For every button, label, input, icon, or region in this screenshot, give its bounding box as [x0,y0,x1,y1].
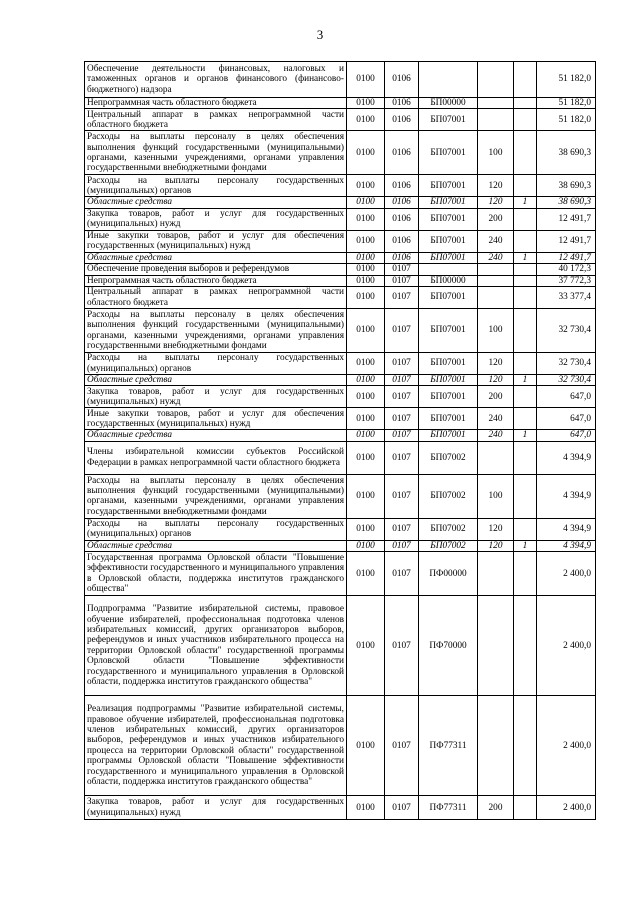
table-row [85,430,596,441]
row-subsection-code: 0107 [385,386,419,408]
table-row [85,386,596,408]
table-row [85,552,596,596]
row-funding-source [514,408,537,430]
row-name: Обеспечение проведения выборов и референдумов [85,264,347,275]
row-amount: 32 730,4 [537,309,596,353]
table-row [85,309,596,353]
row-target-article: ПФ77311 [419,696,478,796]
row-name: Непрограммная часть областного бюджета [85,98,347,109]
row-expense-type: 120 [478,518,514,540]
table-row [85,275,596,286]
row-amount: 4 394,9 [537,474,596,518]
row-funding-source [514,309,537,353]
row-section-code: 0100 [347,696,385,796]
row-target-article: БП00000 [419,275,478,286]
row-expense-type: 120 [478,175,514,197]
row-target-article: БП07002 [419,474,478,518]
table-row [85,98,596,109]
row-expense-type: 120 [478,540,514,551]
row-subsection-code: 0107 [385,408,419,430]
row-amount: 40 172,3 [537,264,596,275]
row-expense-type: 120 [478,197,514,208]
row-expense-type [478,264,514,275]
row-subsection-code: 0106 [385,98,419,109]
row-target-article [419,62,478,98]
row-name: Центральный аппарат в рамках непрограммной части областного бюджета [85,109,347,131]
row-funding-source [514,109,537,131]
row-funding-source: 1 [514,252,537,263]
row-amount: 33 377,4 [537,287,596,309]
row-target-article: БП07001 [419,309,478,353]
row-expense-type [478,109,514,131]
row-target-article: БП07001 [419,131,478,175]
row-funding-source [514,275,537,286]
row-target-article: БП07001 [419,287,478,309]
table-row [85,252,596,263]
row-section-code: 0100 [347,430,385,441]
row-section-code: 0100 [347,264,385,275]
row-subsection-code: 0107 [385,474,419,518]
row-amount: 12 491,7 [537,208,596,230]
row-funding-source [514,131,537,175]
row-subsection-code: 0106 [385,175,419,197]
row-expense-type [478,441,514,474]
row-subsection-code: 0107 [385,518,419,540]
row-name: Подпрограмма "Развитие избирательной системы, правовое обучение избирателей, профессиональная подготовка членов избирательных комиссий, других организаторов выборов, референдумов и иных участников избирательного процесса на территории Орловской области" государственной программы Орловской области "Повышение эффективности государственного и муниципального управления в Орловской области, поддержка институтов гражданского общества" [85,596,347,696]
row-target-article: БП07001 [419,208,478,230]
row-expense-type [478,287,514,309]
row-name: Закупка товаров, работ и услуг для государственных (муниципальных) нужд [85,796,347,820]
row-amount: 12 491,7 [537,252,596,263]
row-amount: 32 730,4 [537,375,596,386]
row-subsection-code: 0107 [385,552,419,596]
row-amount: 38 690,3 [537,131,596,175]
table-row [85,474,596,518]
budget-table [84,61,596,820]
row-section-code: 0100 [347,197,385,208]
budget-table-body [85,62,596,820]
row-target-article: БП07002 [419,441,478,474]
row-expense-type [478,62,514,98]
row-subsection-code: 0106 [385,230,419,252]
row-amount: 38 690,3 [537,175,596,197]
row-funding-source [514,796,537,820]
row-funding-source: 1 [514,540,537,551]
row-amount: 2 400,0 [537,796,596,820]
row-target-article: ПФ77311 [419,796,478,820]
row-target-article: ПФ70000 [419,596,478,696]
table-row [85,208,596,230]
row-name: Закупка товаров, работ и услуг для государственных (муниципальных) нужд [85,386,347,408]
table-row [85,109,596,131]
row-section-code: 0100 [347,552,385,596]
row-expense-type [478,596,514,696]
row-funding-source [514,98,537,109]
row-subsection-code: 0106 [385,208,419,230]
row-funding-source [514,62,537,98]
row-subsection-code: 0106 [385,62,419,98]
table-row [85,796,596,820]
row-funding-source [514,474,537,518]
row-section-code: 0100 [347,98,385,109]
row-name: Иные закупки товаров, работ и услуг для обеспечения государственных (муниципальных) нужд [85,230,347,252]
row-name: Члены избирательной комиссии субъектов Российской Федерации в рамках непрограммной части областного бюджета [85,441,347,474]
row-funding-source [514,596,537,696]
row-section-code: 0100 [347,474,385,518]
row-name: Расходы на выплаты персоналу в целях обеспечения выполнения функций государственными (муниципальными) органами, казенными учреждениями, органами управления государственными внебюджетными фондами [85,131,347,175]
row-name: Расходы на выплаты персоналу государственных (муниципальных) органов [85,353,347,375]
row-name: Областные средства [85,197,347,208]
row-section-code: 0100 [347,175,385,197]
row-target-article: БП00000 [419,98,478,109]
row-expense-type [478,552,514,596]
row-subsection-code: 0106 [385,197,419,208]
row-funding-source [514,353,537,375]
row-target-article: БП07001 [419,197,478,208]
row-target-article: БП07002 [419,540,478,551]
row-expense-type: 240 [478,252,514,263]
table-row [85,287,596,309]
row-amount: 2 400,0 [537,596,596,696]
row-target-article: БП07001 [419,386,478,408]
table-row [85,696,596,796]
row-section-code: 0100 [347,208,385,230]
row-subsection-code: 0107 [385,596,419,696]
row-target-article: БП07002 [419,518,478,540]
row-funding-source [514,264,537,275]
row-amount: 12 491,7 [537,230,596,252]
row-name: Расходы на выплаты персоналу государственных (муниципальных) органов [85,518,347,540]
row-amount: 32 730,4 [537,353,596,375]
row-subsection-code: 0107 [385,796,419,820]
row-funding-source: 1 [514,197,537,208]
row-expense-type: 120 [478,353,514,375]
row-target-article: БП07001 [419,230,478,252]
row-section-code: 0100 [347,252,385,263]
row-name: Иные закупки товаров, работ и услуг для обеспечения государственных (муниципальных) нужд [85,408,347,430]
row-section-code: 0100 [347,353,385,375]
row-expense-type: 200 [478,796,514,820]
row-target-article: БП07001 [419,375,478,386]
row-amount: 37 772,3 [537,275,596,286]
row-target-article: ПФ00000 [419,552,478,596]
row-funding-source [514,287,537,309]
row-name: Государственная программа Орловской области "Повышение эффективности государственного и муниципального управления в Орловской области, поддержка институтов гражданского общества" [85,552,347,596]
row-section-code: 0100 [347,287,385,309]
row-subsection-code: 0106 [385,131,419,175]
row-name: Расходы на выплаты персоналу в целях обеспечения выполнения функций государственными (муниципальными) органами, казенными учреждениями, органами управления государственными внебюджетными фондами [85,474,347,518]
row-amount: 2 400,0 [537,696,596,796]
row-target-article: БП07001 [419,252,478,263]
row-subsection-code: 0107 [385,309,419,353]
table-row [85,175,596,197]
row-funding-source [514,208,537,230]
row-target-article: БП07001 [419,175,478,197]
table-row [85,375,596,386]
table-row [85,408,596,430]
row-amount: 38 690,3 [537,197,596,208]
row-section-code: 0100 [347,540,385,551]
row-section-code: 0100 [347,309,385,353]
row-name: Областные средства [85,540,347,551]
row-funding-source [514,175,537,197]
table-row [85,518,596,540]
row-expense-type [478,696,514,796]
page-number: 3 [316,27,324,42]
table-row [85,62,596,98]
row-expense-type: 240 [478,230,514,252]
row-name: Областные средства [85,430,347,441]
row-subsection-code: 0106 [385,109,419,131]
row-section-code: 0100 [347,230,385,252]
row-expense-type: 240 [478,408,514,430]
row-subsection-code: 0107 [385,375,419,386]
row-section-code: 0100 [347,375,385,386]
row-name: Реализация подпрограммы "Развитие избирательной системы, правовое обучение избирателей, профессиональная подготовка членов избирательных комиссий, других организаторов выборов, референдумов и иных участников избирательного процесса на территории Орловской области" государственной программы Орловской области "Повышение эффективности государственного и муниципального управления в Орловской области, поддержка институтов гражданского общества" [85,696,347,796]
row-name: Обеспечение деятельности финансовых, налоговых и таможенных органов и органов финансового (финансово-бюджетного) надзора [85,62,347,98]
row-amount: 647,0 [537,408,596,430]
row-amount: 647,0 [537,386,596,408]
row-amount: 51 182,0 [537,62,596,98]
row-expense-type [478,275,514,286]
row-subsection-code: 0107 [385,441,419,474]
table-row [85,131,596,175]
row-name: Областные средства [85,375,347,386]
row-name: Расходы на выплаты персоналу государственных (муниципальных) органов [85,175,347,197]
row-section-code: 0100 [347,596,385,696]
row-target-article: БП07001 [419,353,478,375]
row-funding-source [514,441,537,474]
row-expense-type: 100 [478,474,514,518]
row-subsection-code: 0107 [385,287,419,309]
row-section-code: 0100 [347,518,385,540]
row-amount: 51 182,0 [537,98,596,109]
row-funding-source [514,552,537,596]
row-amount: 4 394,9 [537,540,596,551]
row-subsection-code: 0107 [385,264,419,275]
row-funding-source: 1 [514,430,537,441]
row-funding-source: 1 [514,375,537,386]
table-row [85,197,596,208]
row-expense-type: 100 [478,131,514,175]
row-expense-type [478,98,514,109]
row-name: Расходы на выплаты персоналу в целях обеспечения выполнения функций государственными (муниципальными) органами, казенными учреждениями, органами управления государственными внебюджетными фондами [85,309,347,353]
row-section-code: 0100 [347,386,385,408]
row-subsection-code: 0107 [385,275,419,286]
row-amount: 647,0 [537,430,596,441]
table-row [85,264,596,275]
row-subsection-code: 0107 [385,353,419,375]
row-section-code: 0100 [347,408,385,430]
row-funding-source [514,230,537,252]
table-row [85,230,596,252]
row-amount: 51 182,0 [537,109,596,131]
table-row [85,596,596,696]
row-expense-type: 120 [478,375,514,386]
row-expense-type: 200 [478,208,514,230]
row-expense-type: 200 [478,386,514,408]
row-amount: 4 394,9 [537,441,596,474]
row-section-code: 0100 [347,131,385,175]
row-section-code: 0100 [347,441,385,474]
row-subsection-code: 0107 [385,696,419,796]
row-funding-source [514,386,537,408]
row-subsection-code: 0107 [385,540,419,551]
row-target-article: БП07001 [419,109,478,131]
row-expense-type: 100 [478,309,514,353]
table-row [85,540,596,551]
row-target-article [419,264,478,275]
row-subsection-code: 0107 [385,430,419,441]
row-section-code: 0100 [347,796,385,820]
row-name: Закупка товаров, работ и услуг для государственных (муниципальных) нужд [85,208,347,230]
row-expense-type: 240 [478,430,514,441]
row-name: Центральный аппарат в рамках непрограммной части областного бюджета [85,287,347,309]
row-funding-source [514,518,537,540]
table-row [85,441,596,474]
row-target-article: БП07001 [419,430,478,441]
row-target-article: БП07001 [419,408,478,430]
row-section-code: 0100 [347,275,385,286]
table-row [85,353,596,375]
row-amount: 4 394,9 [537,518,596,540]
row-name: Областные средства [85,252,347,263]
row-name: Непрограммная часть областного бюджета [85,275,347,286]
row-section-code: 0100 [347,109,385,131]
row-amount: 2 400,0 [537,552,596,596]
row-subsection-code: 0106 [385,252,419,263]
row-section-code: 0100 [347,62,385,98]
row-funding-source [514,696,537,796]
